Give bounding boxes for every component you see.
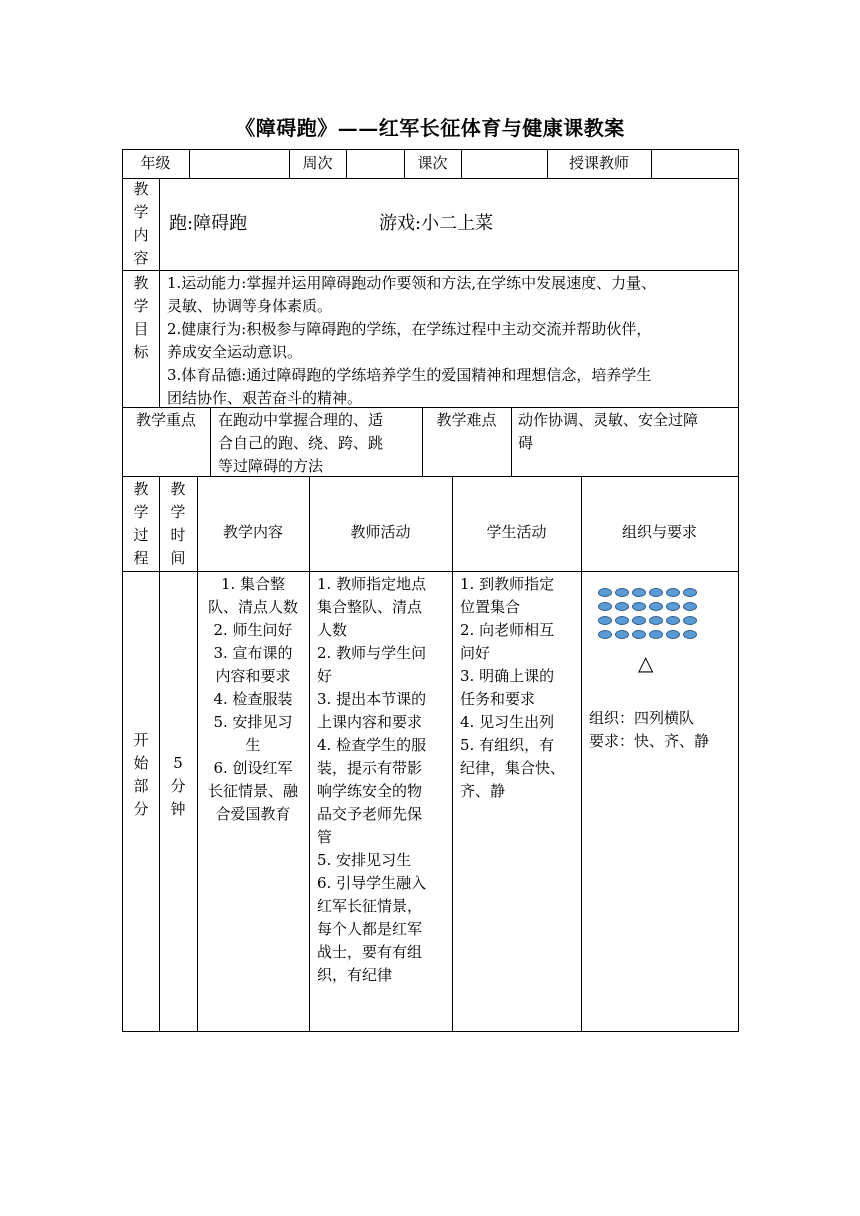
key-line: 在跑动中掌握合理的、适	[218, 411, 384, 429]
content-label: 教学内容	[133, 180, 149, 267]
student-line: 问好	[460, 644, 491, 662]
process-label: 教学过程	[133, 480, 149, 567]
opening-teacher	[317, 573, 450, 987]
col-student-header: 学生活动	[486, 523, 547, 541]
teacher-line: 集合整队、清点	[317, 598, 423, 616]
part-label: 开始部分	[133, 731, 149, 818]
content-line: 1. 集合整	[220, 575, 286, 593]
student-marker	[598, 616, 612, 625]
goal-line: 团结协作、艰苦奋斗的精神。	[167, 389, 363, 407]
goal-line: 养成安全运动意识。	[167, 343, 303, 361]
student-line: 齐、静	[460, 782, 506, 800]
teacher-line: 2. 教师与学生问	[317, 644, 427, 662]
opening-student	[460, 573, 580, 803]
lesson-no-label: 课次	[417, 154, 448, 172]
goal-line: 1.运动能力:掌握并运用障碍跑动作要领和方法,在学练中发展速度、力量、	[167, 274, 657, 292]
col-content-header: 教学内容	[222, 523, 283, 541]
student-marker	[632, 630, 646, 639]
student-line: 2. 向老师相互	[460, 621, 555, 639]
teacher-line: 战士，要有有组	[317, 943, 423, 961]
org-line: 要求：快、齐、静	[589, 732, 710, 750]
student-line: 任务和要求	[460, 690, 536, 708]
key-label: 教学重点	[135, 411, 196, 429]
student-marker	[615, 616, 629, 625]
col-teacher-header: 教师活动	[350, 523, 411, 541]
teacher-line: 上课内容和要求	[317, 713, 423, 731]
teacher-line: 1. 教师指定地点	[317, 575, 427, 593]
student-marker	[632, 588, 646, 597]
student-line: 纪律，集合快、	[460, 759, 566, 777]
time-label: 教学时间	[170, 480, 186, 567]
student-line: 位置集合	[460, 598, 521, 616]
student-marker	[683, 630, 697, 639]
difficulty-text	[518, 409, 736, 455]
content-line: 队、清点人数	[207, 598, 298, 616]
teacher-line: 装，提示有带影	[317, 759, 423, 777]
student-marker	[683, 602, 697, 611]
opening-org	[589, 707, 737, 753]
teacher-line: 好	[317, 667, 333, 685]
opening-content	[199, 573, 307, 826]
student-marker	[632, 616, 646, 625]
student-marker	[683, 588, 697, 597]
teacher-line: 3. 提出本节课的	[317, 690, 427, 708]
student-marker	[649, 616, 663, 625]
content-line: 内容和要求	[215, 667, 291, 685]
student-line: 5. 有组织，有	[460, 736, 555, 754]
student-marker	[649, 630, 663, 639]
teacher-line: 品交予老师先保	[317, 805, 423, 823]
goal-line: 灵敏、协调等身体素质。	[167, 297, 333, 315]
student-marker	[598, 630, 612, 639]
content-line: 3. 宣布课的	[213, 644, 293, 662]
time-unit: 分钟	[170, 777, 186, 818]
content-run: 跑:障碍跑	[169, 213, 248, 234]
difficulty-line: 动作协调、灵敏、安全过障	[518, 411, 699, 429]
teacher-line: 红军长征情景，	[317, 897, 423, 915]
student-marker	[666, 588, 680, 597]
student-marker	[649, 588, 663, 597]
student-marker	[598, 602, 612, 611]
key-line: 合自己的跑、绕、跨、跳	[218, 434, 384, 452]
student-marker	[615, 588, 629, 597]
goals-text	[167, 272, 735, 410]
student-marker	[632, 602, 646, 611]
teacher-line: 管	[317, 828, 333, 846]
grade-label: 年级	[140, 154, 171, 172]
student-marker	[615, 630, 629, 639]
teacher-line: 6. 引导学生融入	[317, 874, 427, 892]
week-label: 周次	[302, 154, 333, 172]
student-marker	[649, 602, 663, 611]
col-org-header: 组织与要求	[621, 523, 697, 541]
content-line: 5. 安排见习	[213, 713, 293, 731]
teacher-line: 5. 安排见习生	[317, 851, 412, 869]
teacher-triangle-icon: △	[638, 651, 654, 675]
content-game: 游戏:小二上菜	[379, 213, 494, 234]
student-marker	[598, 588, 612, 597]
content-line: 2. 师生问好	[213, 621, 293, 639]
student-line: 4. 见习生出列	[460, 713, 555, 731]
teacher-line: 每个人都是红军	[317, 920, 423, 938]
key-line: 等过障碍的方法	[218, 457, 324, 475]
difficulty-label: 教学难点	[436, 411, 497, 429]
time-value: 5	[173, 754, 183, 772]
student-marker	[666, 602, 680, 611]
key-text	[218, 409, 418, 478]
formation-diagram	[598, 588, 708, 646]
student-marker	[666, 630, 680, 639]
teacher-label: 授课教师	[568, 154, 629, 172]
goal-line: 2.健康行为:积极参与障碍跑的学练，在学练过程中主动交流并帮助伙伴，	[167, 320, 652, 338]
page-title: 《障碍跑》——红军长征体育与健康课教案	[235, 116, 625, 140]
content-line: 生	[245, 736, 261, 754]
org-line: 组织：四列横队	[589, 709, 695, 727]
teacher-line: 人数	[317, 621, 348, 639]
student-line: 3. 明确上课的	[460, 667, 555, 685]
teacher-line: 织，有纪律	[317, 966, 393, 984]
teacher-line: 4. 检查学生的服	[317, 736, 427, 754]
difficulty-line: 碍	[518, 434, 534, 452]
student-marker	[615, 602, 629, 611]
goal-line: 3.体育品德:通过障碍跑的学练培养学生的爱国精神和理想信念，培养学生	[167, 366, 652, 384]
teacher-line: 响学练安全的物	[317, 782, 423, 800]
content-line: 合爱国教育	[215, 805, 291, 823]
content-line: 6. 创设红军	[213, 759, 293, 777]
content-line: 4. 检查服装	[213, 690, 293, 708]
goals-label: 教学目标	[133, 274, 149, 361]
student-marker	[666, 616, 680, 625]
student-line: 1. 到教师指定	[460, 575, 555, 593]
content-line: 长征情景、融	[207, 782, 298, 800]
student-marker	[683, 616, 697, 625]
